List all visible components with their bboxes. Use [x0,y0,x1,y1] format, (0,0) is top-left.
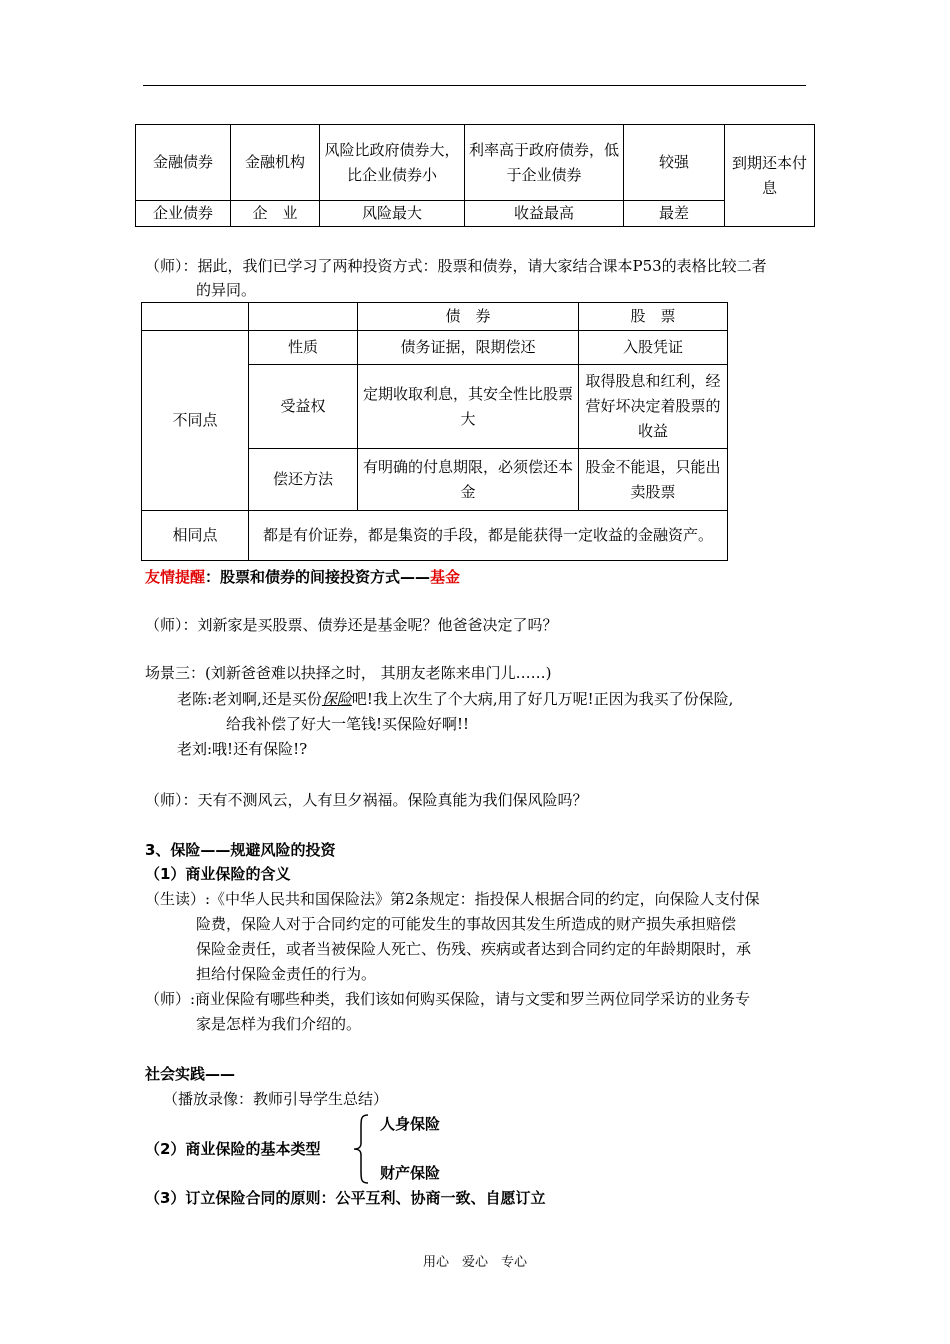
type2-label: 财产保险 [380,1164,441,1182]
page-footer: 用心 爱心 专心 [422,1255,527,1270]
dialogue-line [177,689,733,709]
table-cell [249,303,358,331]
reading-line: 担给付保险金责任的行为。 [196,965,377,983]
table-cell: 较强 [624,125,725,201]
table-cell: 利率高于政府债券，低于企业债券 [465,125,624,201]
table-cell: 风险比政府债券大，比企业债券小 [320,125,465,201]
dialogue-text: 吧!我上次生了个大病,用了好几万呢!正因为我买了份保险, [351,690,734,708]
type1-label: 人身保险 [380,1115,441,1133]
table-cell: 入股凭证 [579,331,728,365]
table-cell [142,303,249,331]
dialogue-text: 老陈:老刘啊,还是买份 [177,690,322,708]
reminder-middle: ：股票和债券的间接投资方式—— [205,568,431,586]
table-cell: 都是有价证券，都是集资的手段，都是能获得一定收益的金融资产。 [249,511,728,561]
dialogue-line: 老刘:哦!还有保险!? [177,740,308,758]
table-cell: 受益权 [249,365,358,449]
teacher-line: （师）:商业保险有哪些种类，我们该如何购买保险，请与文雯和罗兰两位同学采访的业务专 [145,990,751,1008]
teacher-line: （师）：刘新家是买股票、债券还是基金呢？他爸爸决定了吗？ [145,616,558,634]
table-cell: 风险最大 [320,201,465,227]
dialogue-emphasis: 保险 [321,690,352,708]
teacher-line: 家是怎样为我们介绍的。 [196,1015,362,1033]
dialogue-line: 给我补偿了好大一笔钱!买保险好啊!! [226,715,470,733]
table-cell: 偿还方法 [249,449,358,511]
practice-title: 社会实践—— [145,1065,236,1083]
table-cell: 股金不能退，只能出卖股票 [579,449,728,511]
table-cell: 性质 [249,331,358,365]
table-cell: 债 券 [358,303,579,331]
table-cell: 到期还本付息 [725,125,815,227]
table-cell: 金融债券 [136,125,231,201]
comparison-table [141,302,728,561]
table-cell: 企 业 [231,201,320,227]
brace-icon [352,1113,370,1185]
table-cell: 股 票 [579,303,728,331]
table-row [142,303,728,331]
table-cell: 取得股息和红利，经营好坏决定着股票的收益 [579,365,728,449]
subsection-title: （3）订立保险合同的原则：公平互利、协商一致、自愿订立 [145,1189,546,1207]
table-row [136,125,815,201]
section-title: 3、保险——规避风险的投资 [145,841,336,859]
bond-table [135,124,815,227]
video-note: （播放录像：教师引导学生总结） [163,1090,389,1108]
scene-title: 场景三：(刘新爸爸难以抉择之时， 其朋友老陈来串门儿……) [145,664,552,682]
subsection-title: （1）商业保险的含义 [145,865,291,883]
teacher-line: （师）：天有不测风云，人有旦夕祸福。保险真能为我们保风险吗？ [145,791,588,809]
subsection-title: （2）商业保险的基本类型 [145,1140,321,1158]
table-row [142,331,728,365]
table-row [142,511,728,561]
teacher-line: 的异同。 [196,281,257,299]
table-cell: 债务证据，限期偿还 [358,331,579,365]
table-cell: 有明确的付息期限，必须偿还本金 [358,449,579,511]
teacher-line: （师）：据此，我们已学习了两种投资方式：股票和债券，请大家结合课本P53的表格比较二者 [145,257,767,275]
table-cell: 金融机构 [231,125,320,201]
table-cell: 收益最高 [465,201,624,227]
reading-line: （生读）:《中华人民共和国保险法》第2条规定：指投保人根据合同的约定，向保险人支付保 [145,890,760,908]
header-rule [143,85,806,86]
table-cell: 企业债券 [136,201,231,227]
reminder-prefix: 友情提醒 [145,568,206,586]
reminder-suffix: 基金 [430,568,461,586]
table-row [136,201,815,227]
table-cell: 定期收取利息，其安全性比股票大 [358,365,579,449]
reading-line: 保险金责任，或者当被保险人死亡、伤残、疾病或者达到合同约定的年龄期限时，承 [196,940,752,958]
table-cell: 最差 [624,201,725,227]
table-cell: 不同点 [142,331,249,511]
reading-line: 险费，保险人对于合同约定的可能发生的事故因其发生所造成的财产损失承担赔偿 [196,915,737,933]
table-cell: 相同点 [142,511,249,561]
reminder-line [145,567,460,587]
